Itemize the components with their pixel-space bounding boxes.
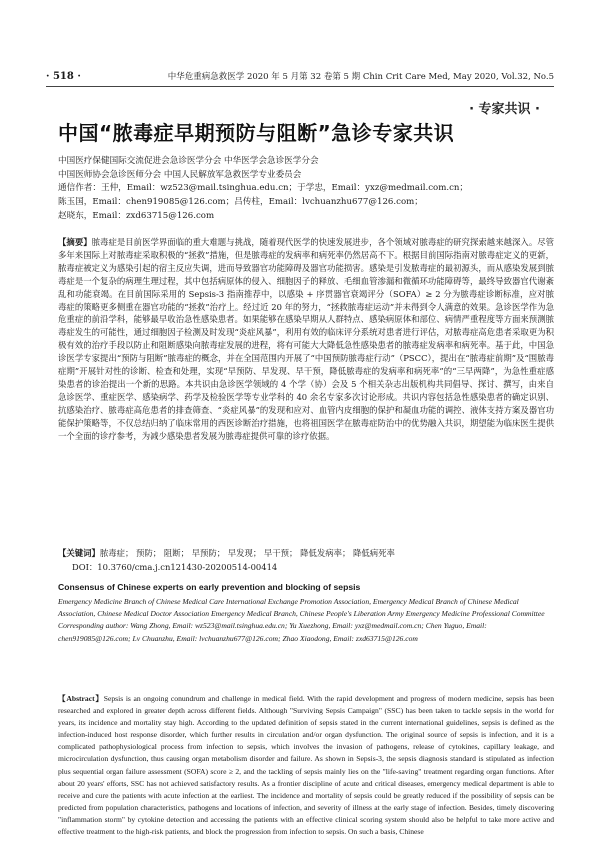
keywords-text: 脓毒症； 预防； 阻断； 早预防； 早发现； 早干预； 降低发病率； 降低病死率 xyxy=(99,548,395,558)
page-number: · 518 · xyxy=(46,71,81,82)
keywords-cn xyxy=(58,546,554,574)
correspondence-line: 通信作者：王仲，Email：wz523@mail.tsinghua.edu.cn；于学忠，Email：yxz@medmail.com.cn； xyxy=(58,183,469,194)
abstract-cn-text: 脓毒症是目前医学界面临的重大难题与挑战，随着现代医学的快速发展进步，各个领域对脓毒症的研究探索越来越深入。尽管多年来国际上对脓毒症采取积极的“拯救”措施，但是脓毒症的发病率和病死率仍然居高不下。根据目前国际指南对脓毒症定义的更新，脓毒症被定义为感染引起的宿主反应失调，进而导致器官功能障碍及器官功能损害。感染是引发脓毒症的最初源头，而从感染发展到脓毒症是一个复杂的病理生理过程，其中包括病原体的侵入、细胞因子的释放、毛细血管渗漏和微循环功能障碍等，最终导致器官代谢紊乱和功能衰竭。在目前国际采用的 Sepsis-3 指南推荐中，以感染 + 序贯器官衰竭评分（SOFA）≥ 2 分为脓毒症诊断标准，应对脓毒症的策略更多侧重在器官功能的“拯救”治疗上。经过近 20 年的努力，“拯救脓毒症运动”并未得到令人满意的效果。急诊医学作为急危重症的前沿学科，能够最早收治急性感染患者。如果能够在感染早期从人群特点、感染病原体和部位、病情严重程度等方面来预测脓毒症发生的可能性，通过细胞因子检测及时发现“炎症风暴”，利用有效的临床评分系统对患者进行评估，对脓毒症高危患者采取更为积极有效的治疗手段以防止和阻断感染向脓毒症发展的进程，将有可能大大降低急性感染患者的脓毒症发病率和病死率。基于此，中国急诊医学专家提出“预防与阻断”脓毒症的概念，并在全国范围内开展了“中国预防脓毒症行动”（PSCC），提出在“脓毒症前期”及“围脓毒症期”开展针对性的诊断、检查和处理，实现“早预防、早发现、早干预，降低脓毒症的发病率和病死率”的“三早两降”，为急性重症感染患者的诊治提出一个新的思路。本共识由急诊医学领域的 4 个学（协）会及 5 个相关杂志出版机构共同倡导、探讨、撰写，由来自急诊医学、重症医学、感染病学、药学及检验医学等专业学科的 40 余名专家多次讨论形成。共识内容包括急性感染患者的确定识别、抗感染治疗、脓毒症高危患者的排查筛查、“炎症风暴”的发现和应对、血管内皮细胞的保护和凝血功能的调控、液体支持方案及器官功能保护策略等，不仅总结归纳了临床常用的西医诊断治疗措施，也将祖国医学在脓毒症防治中的优势融入共识，期望能为临床医生提供一个全面的诊疗参考，为减少感染患者发展为脓毒症提供可靠的诊疗依据。 xyxy=(58,237,555,441)
section-label: · 专家共识 · xyxy=(469,102,540,117)
abstract-en-label: 【Abstract】 xyxy=(58,694,104,703)
running-header xyxy=(46,70,554,87)
english-author-orgs: Emergency Medicine Branch of Chinese Medical Care International Exchange Promotion Association, Emergency Medical Branch of Chinese Medical Association, Chinese Medical Doctor Association Emergency Medical Branch, Chinese People's Liberation Army Emergency Medicine Professional Committee xyxy=(58,597,545,619)
abstract-cn xyxy=(58,236,554,443)
author-org-line: 中国医疗保健国际交流促进会急诊医学分会 中华医学会急诊医学分会 xyxy=(58,156,319,166)
english-correspondence: Corresponding author: Wang Zhong, Email: wz523@mail.tsinghua.edu.cn; Yu Xuezhong, Email: yxz@medmail.com.cn; Chen Yuguo, Email: chen919085@126.com; Lv Chuanzhu, Email: lvchuanzhu677@126.com; Zhao Xiaodong, Email: zxd63715@126.com xyxy=(58,621,487,643)
article-title: 中国“脓毒症早期预防与阻断”急诊专家共识 xyxy=(58,121,455,145)
abstract-en xyxy=(58,693,554,838)
english-title: Consensus of Chinese experts on early prevention and blocking of sepsis xyxy=(58,582,361,592)
author-org-line: 中国医师协会急诊医师分会 中国人民解放军急救医学专业委员会 xyxy=(58,169,302,180)
correspondence-line: 陈玉国，Email：chen919085@126.com；吕传柱，Email：lvchuanzhu677@126.com； xyxy=(58,197,423,208)
journal-citation: 中华危重病急救医学 2020 年 5 月第 32 卷第 5 期 Chin Crit Care Med, May 2020, Vol.32, No.5 xyxy=(167,72,554,82)
correspondence-line: 赵晓东，Email：zxd63715@126.com xyxy=(58,210,215,221)
english-authors xyxy=(58,596,554,645)
authors-block-cn xyxy=(58,155,554,224)
keywords-label: 【关键词】 xyxy=(58,548,100,558)
abstract-cn-label: 【摘要】 xyxy=(58,237,92,247)
abstract-en-text: Sepsis is an ongoing conundrum and challenge in medical field. With the rapid development and progress of modern medicine, sepsis has been researched and explored in greater depth across different fields. Although "Surviving Sepsis Campaign" (SSC) has been taken to tackle sepsis in the world for years, its incidence and mortality stay high. According to the updated definition of sepsis stated in the current international guidelines, sepsis is defined as the infection-induced host response disorder, which further results in circulation and/or organ dysfunction. The original source of sepsis is infection, and it is a complicated pathophysiological process from infection to sepsis, which involves the invasion of pathogens, release of cytokines, capillary leakage, and microcirculation dysfunction, thus causing organ metabolism disorder and failure. As shown in Sepsis-3, the sepsis diagnosis standard is stipulated as infection plus sequential organ failure assessment (SOFA) score ≥ 2, and the tackling of sepsis mainly lies on the "life-saving" treatment regarding organ functions. After about 20 years' efforts, SSC has not achieved satisfactory results. As a frontier discipline of acute and critical diseases, emergency medical department is able to receive and cure the patients with acute infection at the earliest. The incidence and mortality of sepsis could be greatly reduced if the possibility of sepsis can be predicted from population characteristics, pathogens and locations of infection, and severity of illness at the early stage of infection. Besides, timely discovering "inflammation storm" by cytokine detection and accessing the patients with an effective clinical scoring system should also be helpful to take more active and effective treatment to the high-risk patients, and block the progression from infection to sepsis. On such a basis, Chinese xyxy=(58,694,554,837)
doi: DOI：10.3760/cma.j.cn121430-20200514-00414 xyxy=(72,562,278,572)
